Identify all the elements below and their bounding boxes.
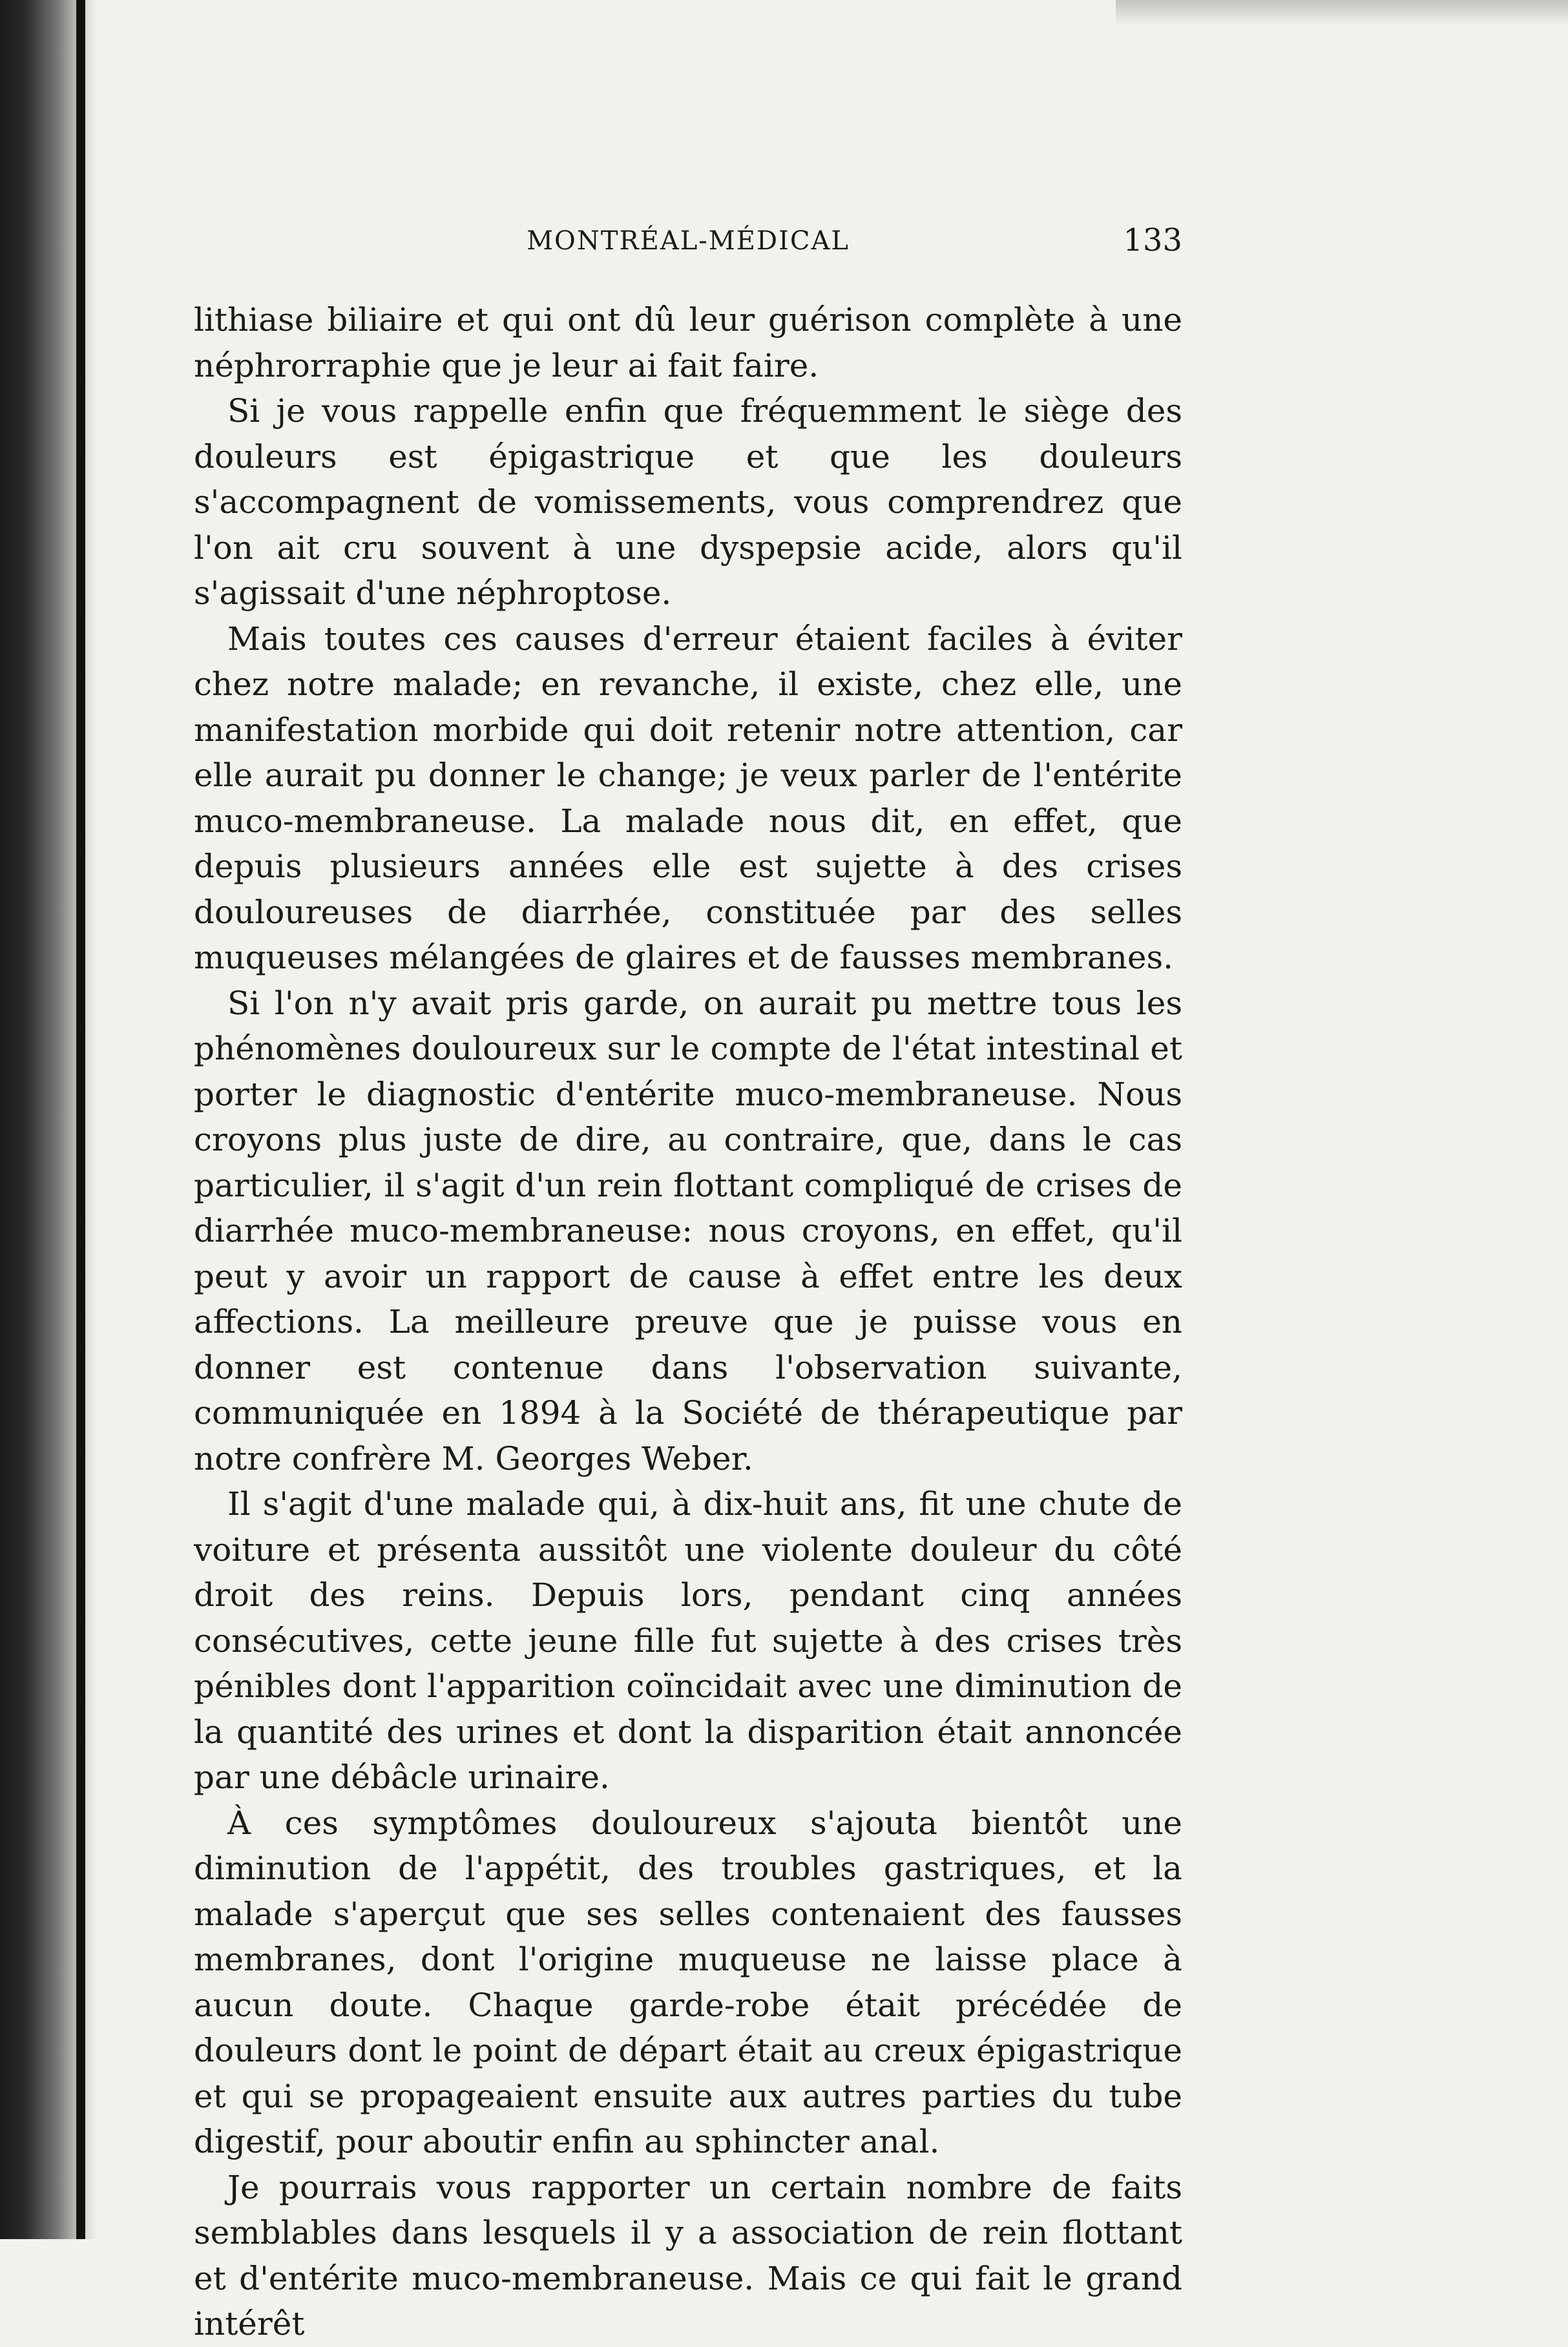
paragraph-2: Si je vous rappelle enfin que fréquemment le siège des douleurs est épigastrique et que les douleurs s'accompagnent de vomissements, vous comprendrez que l'on ait cru souvent à une dyspepsie acide, alors qu'il s'agissait d'une néphroptose.	[194, 392, 1182, 612]
book-page	[194, 220, 1182, 2342]
scan-binding-line	[76, 0, 85, 2239]
journal-title: MONTRÉAL-MÉDICAL	[527, 226, 850, 256]
scan-top-noise	[1116, 0, 1568, 26]
paragraph-7: Je pourrais vous rapporter un certain nombre de faits semblables dans lesquels il y a association de rein flottant et d'entérite muco-membraneuse. Mais ce qui fait le grand intérêt	[194, 2168, 1182, 2342]
page-number: 133	[1123, 222, 1182, 258]
paragraph-4: Si l'on n'y avait pris garde, on aurait pu mettre tous les phénomènes douloureux sur le compte de l'état intestinal et porter le diagnostic d'entérite muco-membraneuse. Nous croyons plus juste de dire, au contraire, que, dans le cas particulier, il s'agit d'un rein flottant compliqué de crises de diarrhée muco-membraneuse: nous croyons, en effet, qu'il peut y avoir un rapport de cause à effet entre les deux affections. La meilleure preuve que je puisse vous en donner est contenue dans l'observation suivante, communiquée en 1894 à la Société de thérapeutique par notre confrère M. Georges Weber.	[194, 984, 1182, 1477]
paragraph-3: Mais toutes ces causes d'erreur étaient faciles à éviter chez notre malade; en revanche, il existe, chez elle, une manifestation morbide qui doit retenir notre attention, car elle aurait pu donner le change; je veux parler de l'entérite muco-membraneuse. La malade nous dit, en effet, que depuis plusieurs années elle est sujette à des crises douloureuses de diarrhée, constituée par des selles muqueuses mélangées de glaires et de fausses membranes.	[194, 620, 1182, 976]
paragraph-1: lithiase biliaire et qui ont dû leur guérison complète à une néphrorraphie que je leur ai fait faire.	[194, 301, 1182, 384]
paragraph-6: À ces symptômes douloureux s'ajouta bientôt une diminution de l'appétit, des troubles gastriques, et la malade s'aperçut que ses selles contenaient des fausses membranes, dont l'origine muqueuse ne laisse place à aucun doute. Chaque garde-robe était précédée de douleurs dont le point de départ était au creux épigastrique et qui se propageaient ensuite aux autres parties du tube digestif, pour aboutir enfin au sphincter anal.	[194, 1804, 1182, 2160]
body-text	[194, 297, 1182, 2347]
running-head	[194, 220, 1182, 278]
paragraph-5: Il s'agit d'une malade qui, à dix-huit ans, fit une chute de voiture et présenta aussitôt une violente douleur du côté droit des reins. Depuis lors, pendant cinq années consécutives, cette jeune fille fut sujette à des crises très pénibles dont l'apparition coïncidait avec une diminution de la quantité des urines et dont la disparition était annoncée par une débâcle urinaire.	[194, 1485, 1182, 1796]
